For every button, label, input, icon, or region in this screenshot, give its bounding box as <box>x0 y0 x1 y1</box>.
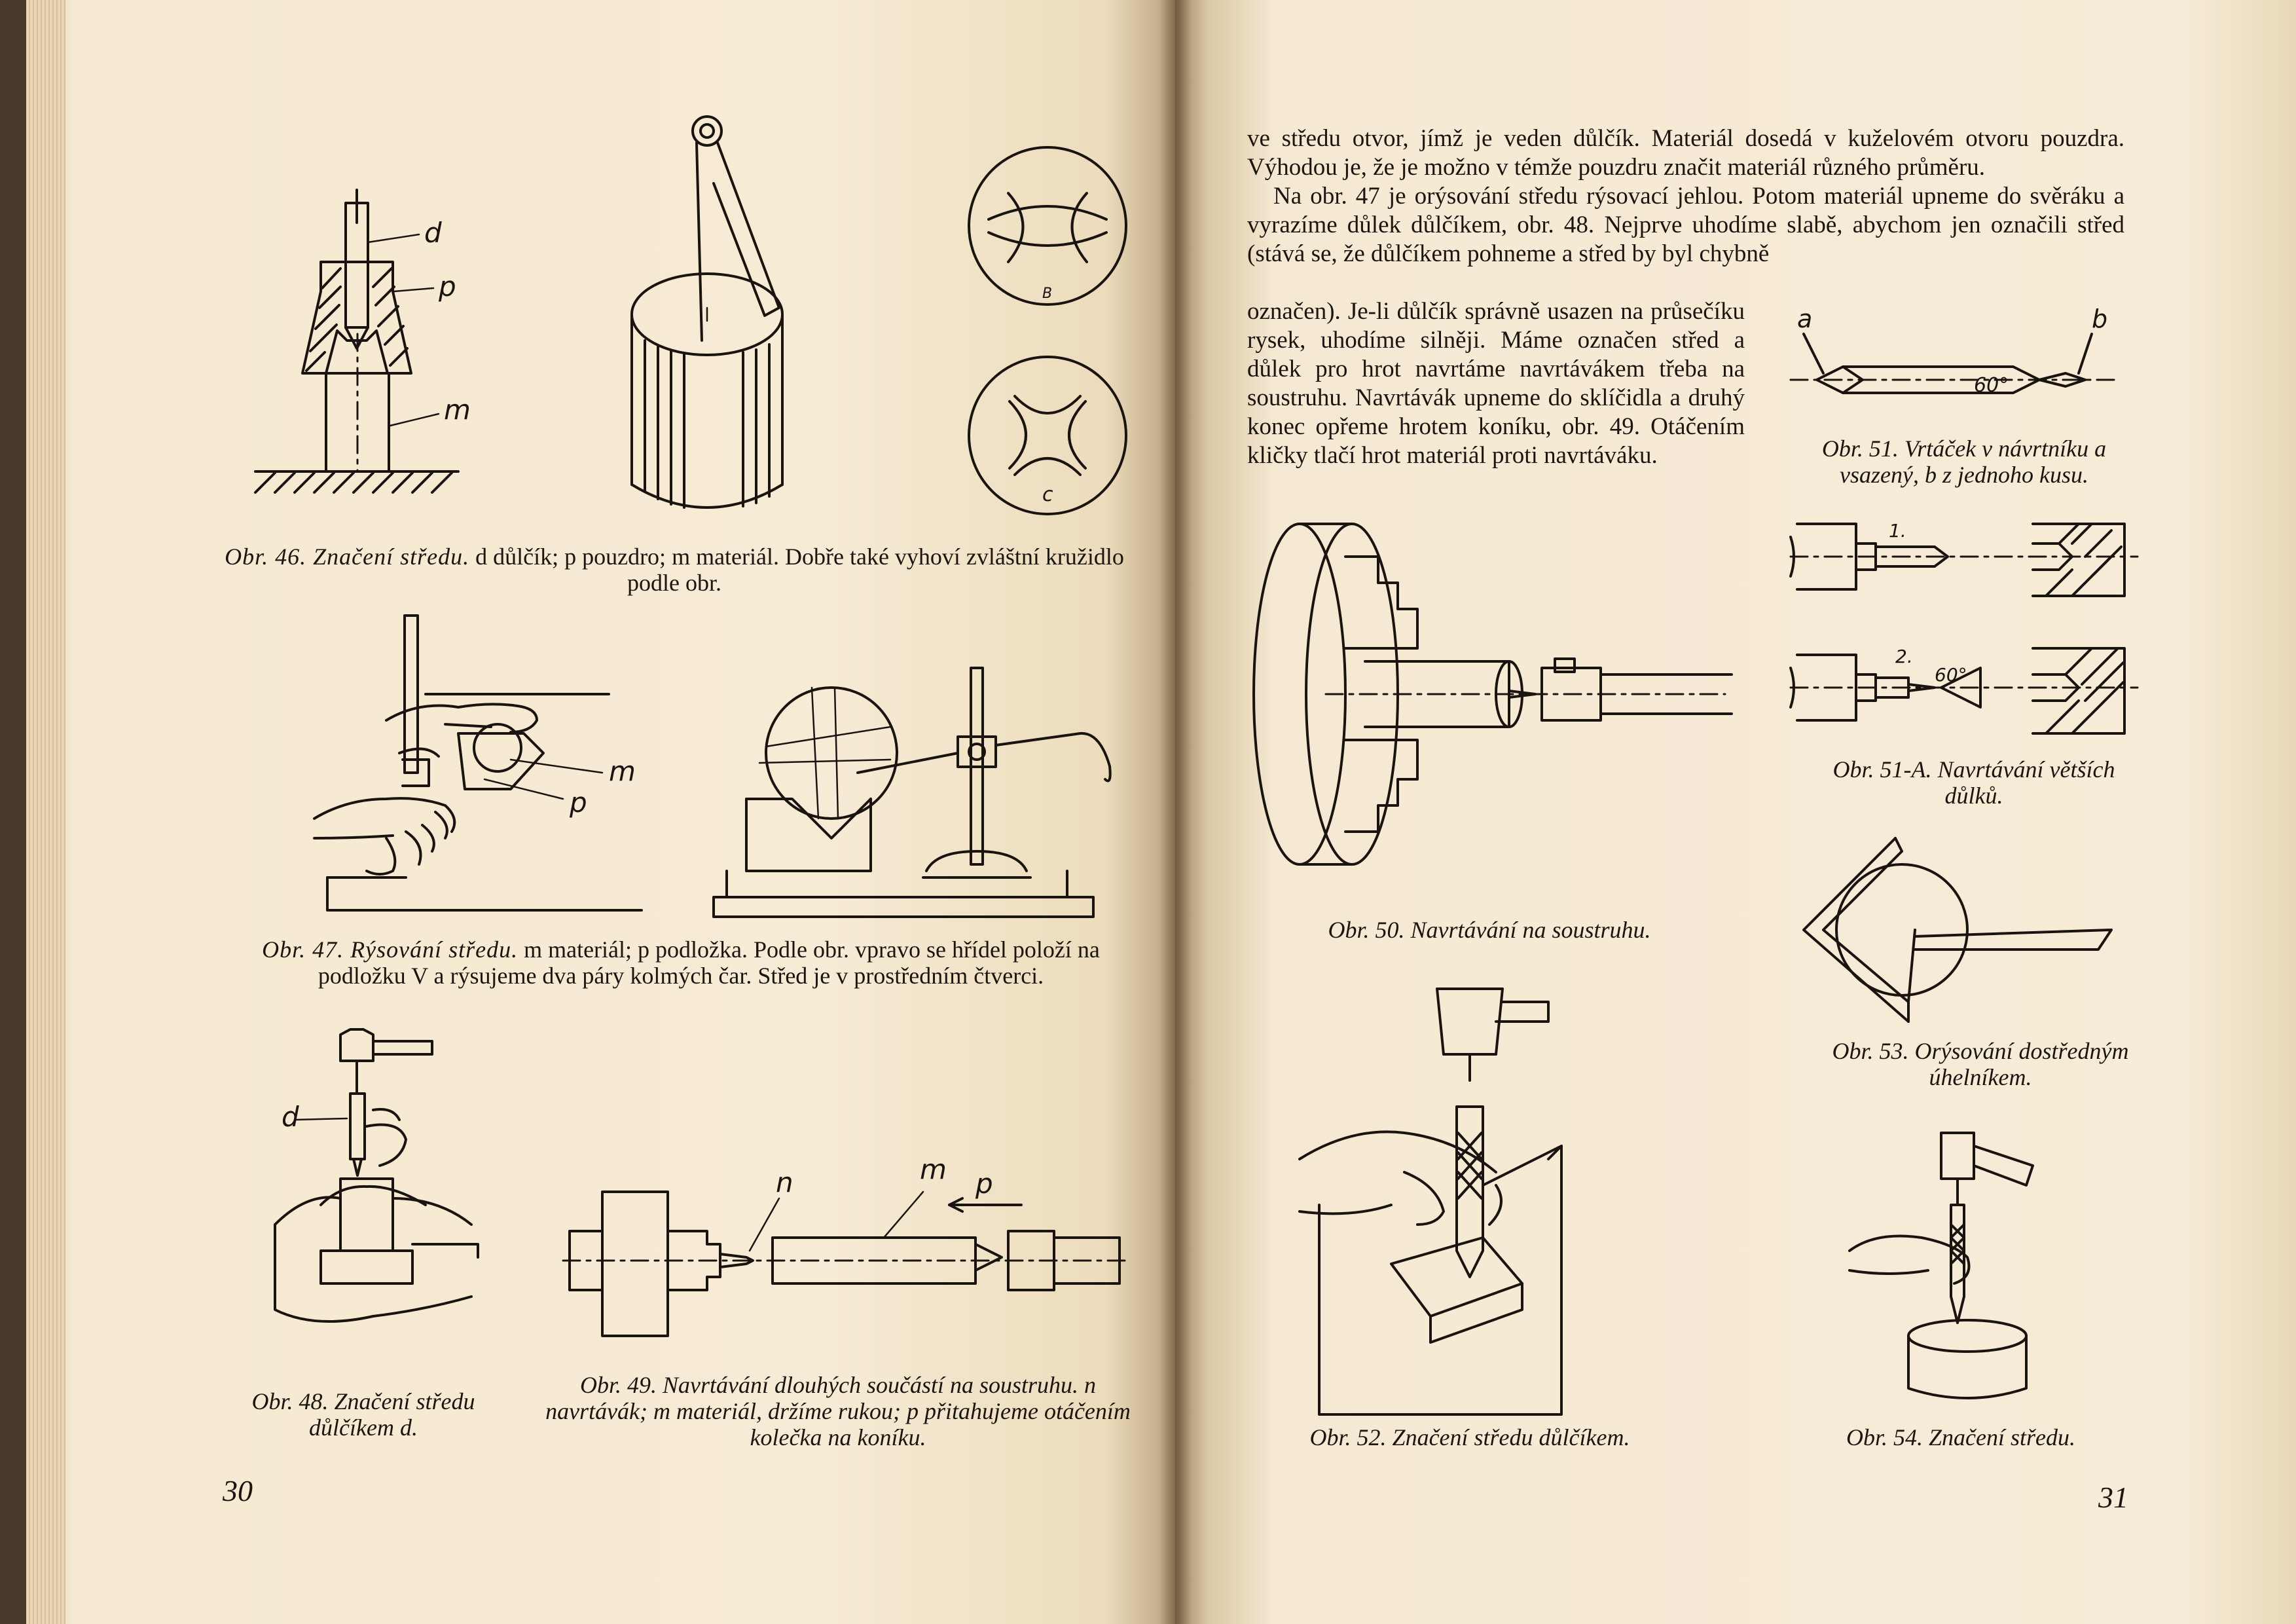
fig50-caption: Obr. 50. Navrtávání na soustruhu. <box>1328 917 1651 943</box>
fig47-scribing-hands-drawing <box>288 602 655 923</box>
fig51-label-a: a <box>1797 304 1813 333</box>
fig46-caption-obr: Obr. 46. Značení středu. <box>225 544 470 570</box>
fig46-cylinder-divider-drawing <box>615 111 864 537</box>
body-text-full-width <box>1247 124 2124 268</box>
fig49-label-m: m <box>920 1153 947 1185</box>
fig47-vblock-gauge-drawing <box>701 655 1120 936</box>
fig51a-caption: Obr. 51-A. Navrtávání větších důlků. <box>1832 756 2115 809</box>
body-text-narrow-column: označen). Je-li důlčík správně usazen na průsečíku rysek, uhodíme silněji. Máme označen střed a důlek pro hrot navrtáme navrtávákem třeba na soustruhu. Navrtávák upneme do sklíčidla a druhý konec opřeme hrotem koníku, obr. 49. Otáčením kličky tlačí hrot materiál proti navrtáváku. <box>1247 298 1745 469</box>
fig46-label-c: c <box>1042 483 1053 506</box>
paragraph-continued: ve středu otvor, jímž je veden důlčík. Materiál dosedá v kuželovém otvoru pouzdra. Výhodou je, že je možno v témže pouzdru značit materiál různého průměru. <box>1247 125 2124 181</box>
fig51a-label-step2: 2. <box>1895 646 1913 667</box>
page-number-right: 31 <box>2098 1481 2128 1514</box>
fig48-punch-vise-drawing <box>242 1022 530 1362</box>
fig49-caption: Obr. 49. Navrtávání dlouhých součástí na soustruhu. n navrtávák; m materiál, držíme rukou; p přitahujeme otáčením kolečka na koníku. <box>545 1372 1131 1450</box>
fig47-label-m: m <box>609 755 636 787</box>
page-number-left: 30 <box>223 1474 253 1507</box>
fig46-caption <box>223 544 1126 596</box>
fig51a-label-angle: 60° <box>1935 664 1967 686</box>
fig46-label-d: d <box>424 217 442 249</box>
fig48-caption: Obr. 48. Značení středu důlčíkem d. <box>251 1388 475 1441</box>
fig51a-center-drill-steps-drawing <box>1784 511 2151 747</box>
fig54-caption: Obr. 54. Značení středu. <box>1846 1424 2075 1450</box>
paragraph-obr47: Na obr. 47 je orýsování středu rýsovací jehlou. Potom materiál upneme do svěráku a vyrazíme důlek důlčíkem, obr. 48. Nejprve uhodíme slabě, abychom jen označili střed (stává se, že důlčíkem pohneme a střed by byl chybně <box>1247 183 2124 267</box>
fig51-label-b: b <box>2092 304 2108 333</box>
fig49-label-n: n <box>776 1166 793 1198</box>
fig47-caption <box>223 936 1139 989</box>
fig48-label-d: d <box>282 1101 299 1133</box>
fig47-label-p: p <box>570 786 587 819</box>
book-gutter <box>1159 0 1192 1624</box>
fig53-caption: Obr. 53. Orýsování dostředným úhelníkem. <box>1832 1038 2129 1090</box>
fig52-hand-punch-drawing <box>1286 976 1660 1428</box>
fig51-label-angle: 60° <box>1974 374 2009 397</box>
fig46-caption-text: d důlčík; p pouzdro; m materiál. Dobře také vyhoví zvláštní kružidlo podle obr. <box>475 544 1124 596</box>
fig51-caption: Obr. 51. Vrtáček v návrtníku a vsazený, b z jednoho kusu. <box>1821 435 2107 488</box>
right-page <box>1175 0 2296 1624</box>
fig50-lathe-chuck-drawing <box>1247 517 1758 891</box>
fig46-center-circles-drawing <box>962 147 1146 527</box>
fig46-punch-sleeve-drawing <box>242 177 517 530</box>
page-edge-stack <box>26 0 65 1624</box>
fig47-caption-obr: Obr. 47. Rýsování středu. <box>262 936 519 963</box>
fig54-hammer-punch-drawing <box>1823 1126 2124 1401</box>
fig53-center-square-drawing <box>1784 825 2138 1041</box>
fig46-label-p: p <box>439 270 456 303</box>
left-page <box>26 0 1175 1624</box>
fig52-caption: Obr. 52. Značení středu důlčíkem. <box>1309 1424 1630 1450</box>
fig47-caption-text: m materiál; p podložka. Podle obr. vpravo se hřídel položí na podložku V a rýsujeme dva páry kolmých čar. Střed je v prostředním čtverci. <box>318 936 1100 989</box>
fig46-label-b: B <box>1042 286 1053 302</box>
fig51-drill-bits-drawing <box>1777 304 2124 406</box>
fig49-lathe-drilling-drawing <box>556 1153 1133 1362</box>
fig46-label-m: m <box>444 394 471 426</box>
fig51a-label-step1: 1. <box>1889 520 1906 542</box>
fig49-label-p: p <box>975 1168 993 1200</box>
